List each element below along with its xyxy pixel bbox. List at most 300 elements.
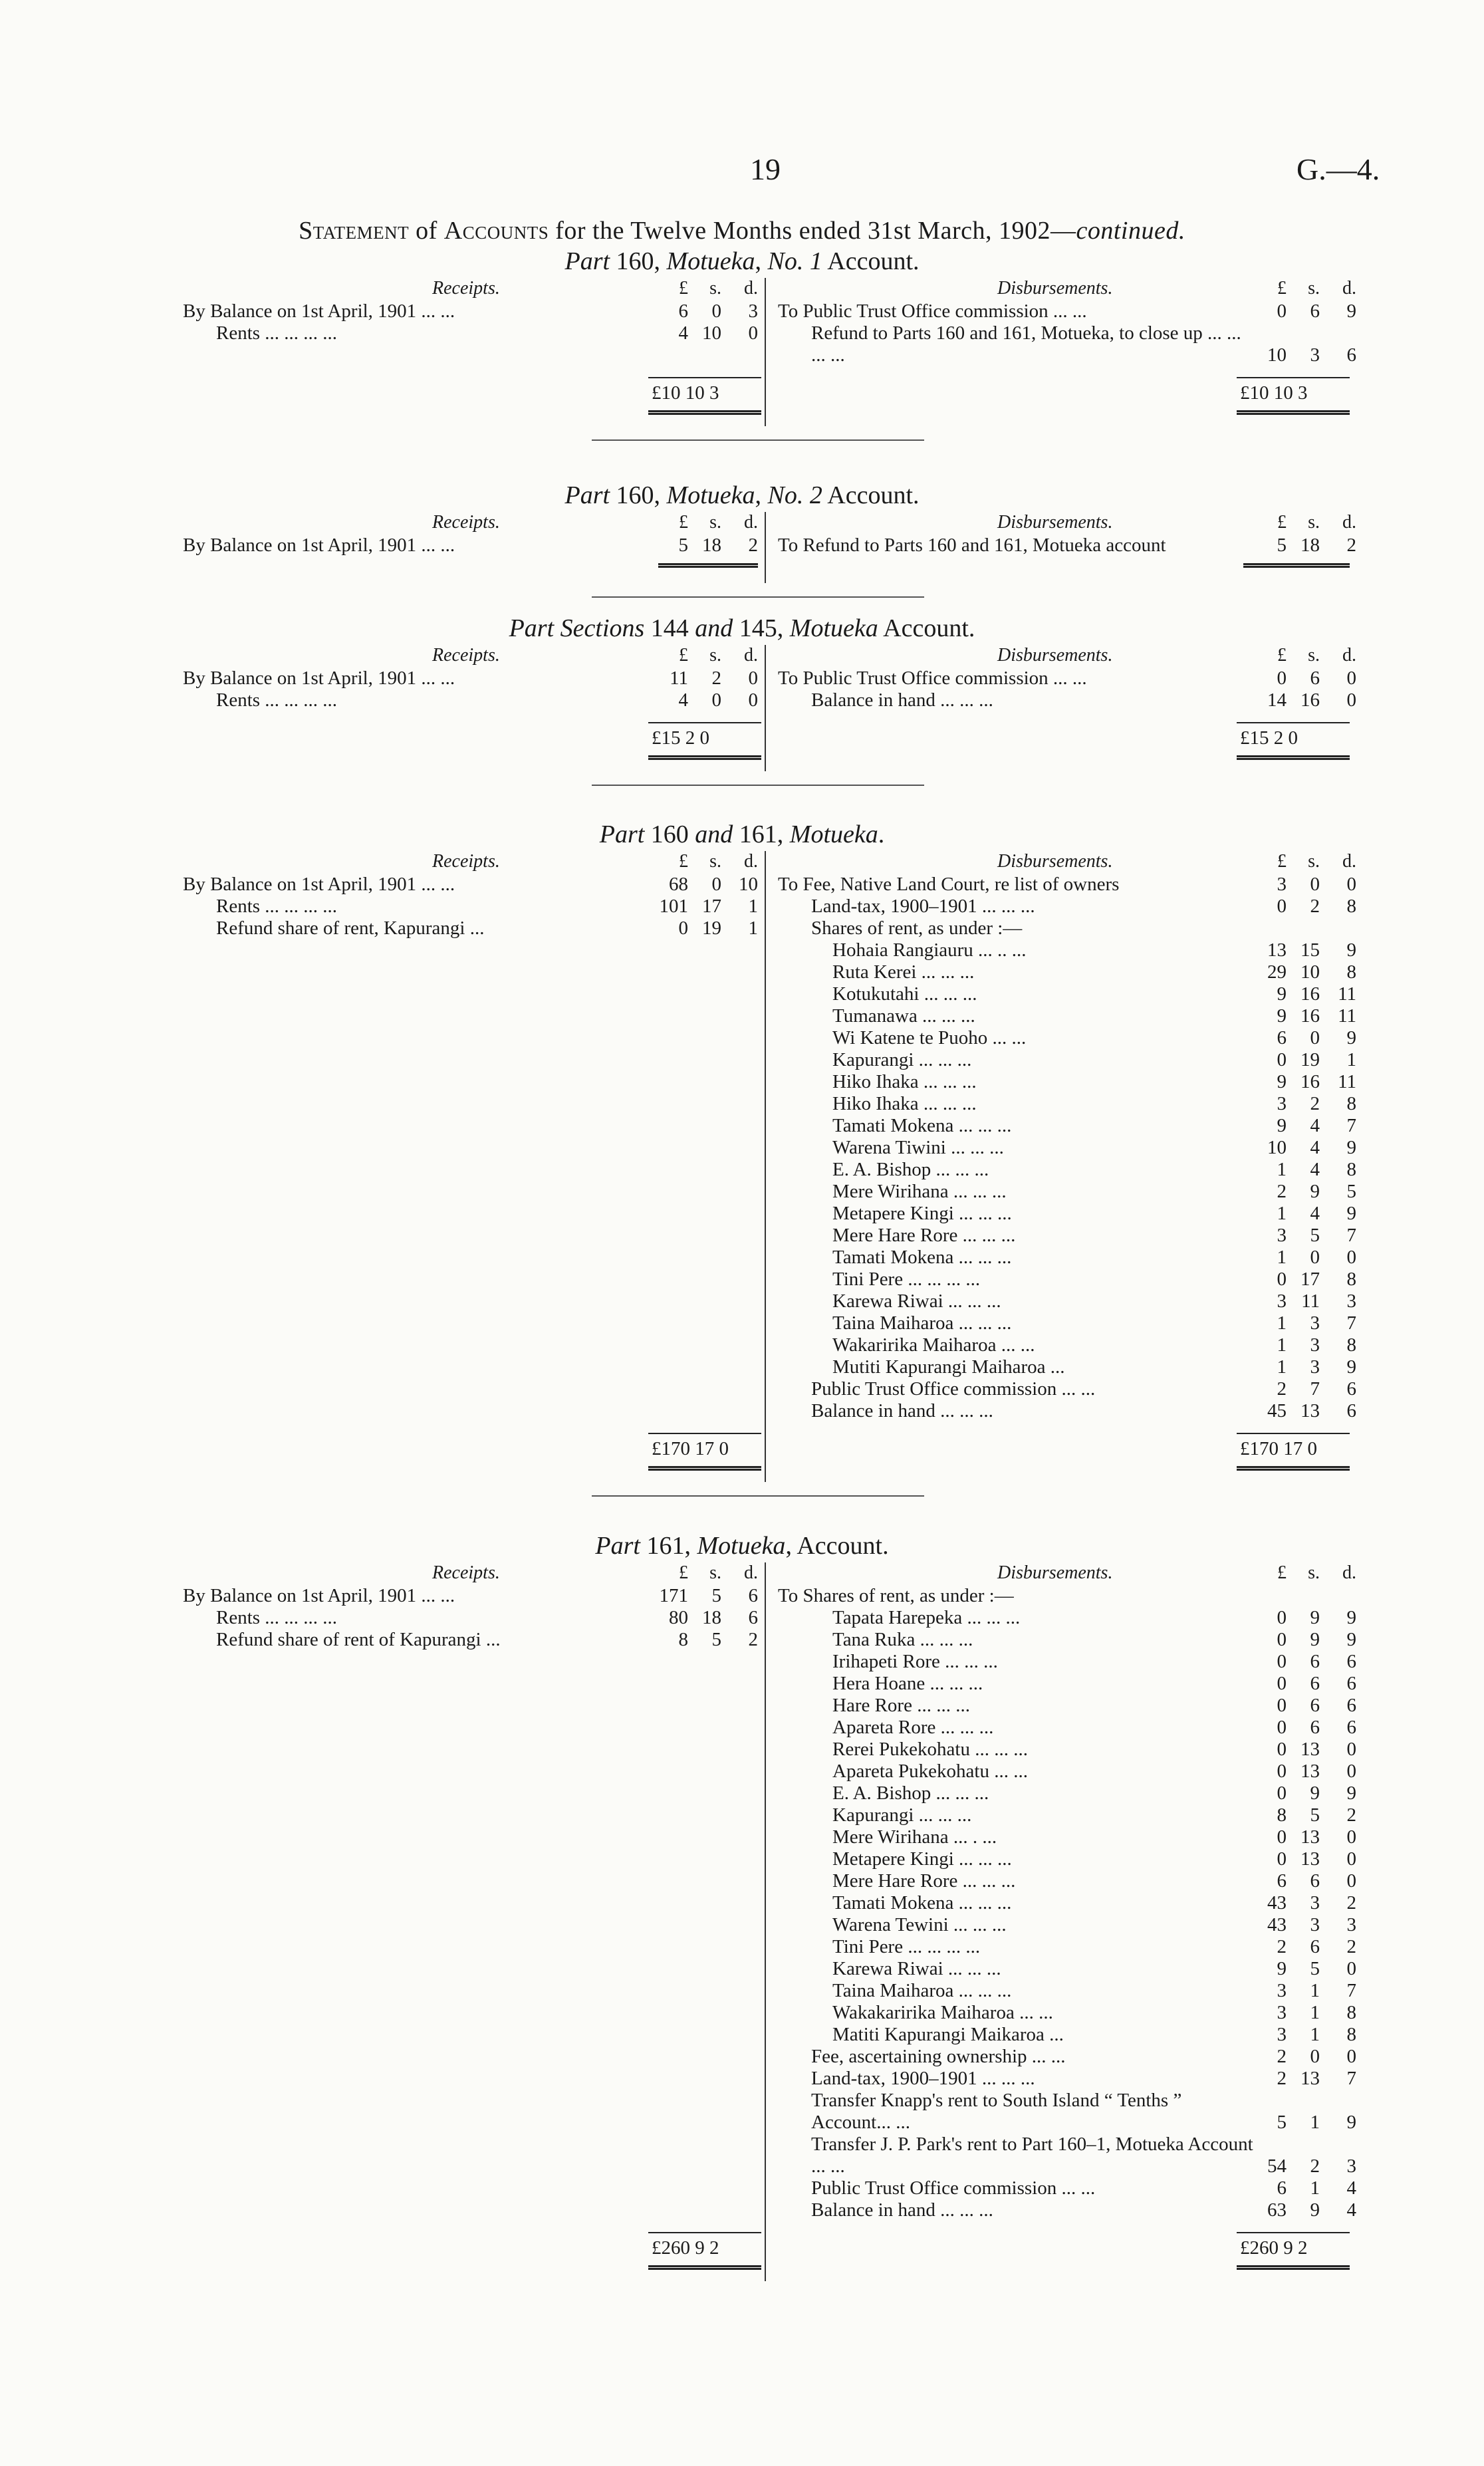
pounds-value: 0 <box>1277 1739 1287 1760</box>
disbursement-description: Mere Hare Rore ... ... ... <box>832 1870 1016 1892</box>
disbursement-description: Public Trust Office commission ... ... <box>811 2177 1096 2199</box>
receipts-total-rule <box>648 722 761 723</box>
shillings-value: 4 <box>1310 1159 1320 1180</box>
receipts-total-double-rule <box>648 2265 761 2270</box>
pounds-value: 3 <box>1277 1980 1287 2001</box>
disbursement-description: Apareta Rore ... ... ... <box>832 1717 994 1738</box>
disbursement-description: Wakakaririka Maiharoa ... ... <box>832 2002 1053 2023</box>
disbursements-total-double-rule <box>1237 410 1350 415</box>
disbursement-description: Transfer Knapp's rent to South Island “ Tenths ” Account... ... <box>811 2090 1182 2133</box>
shillings-value: 6 <box>1310 301 1320 322</box>
shillings-value: 1 <box>1310 2112 1320 2133</box>
pounds-value: 0 <box>1277 1717 1287 1738</box>
shillings-value: 6 <box>1310 1651 1320 1672</box>
receipt-description: Refund share of rent of Kapurangi ... <box>216 1629 501 1650</box>
shillings-value: 13 <box>1300 1848 1320 1870</box>
pounds-value: 13 <box>1267 939 1287 961</box>
pence-value: 3 <box>1346 1914 1356 1935</box>
disbursement-row <box>0 1334 1484 1356</box>
pounds-value: 0 <box>1277 1761 1287 1782</box>
pounds-value: 45 <box>1267 1400 1287 1421</box>
receipts-column <box>0 874 765 939</box>
disbursement-description: Tamati Mokena ... ... ... <box>832 1115 1012 1136</box>
amount <box>1223 1312 1356 1334</box>
disbursement-row <box>0 1783 1484 1804</box>
receipt-row <box>0 1607 765 1629</box>
pence-value: 2 <box>1346 1804 1356 1826</box>
section-title: Part 160, Motueka, No. 1 Account. <box>564 247 920 275</box>
pence-value: 9 <box>1346 1203 1356 1224</box>
pounds-value: 0 <box>1277 1629 1287 1650</box>
amount <box>1223 1607 1356 1629</box>
pence-value: 8 <box>1346 1159 1356 1180</box>
amount <box>1223 1027 1356 1049</box>
pence-value: 0 <box>748 322 758 344</box>
pence-heading: d. <box>744 278 758 299</box>
disbursement-row <box>0 2177 1484 2199</box>
amount <box>625 896 758 918</box>
amount <box>1223 961 1356 983</box>
pence-value: 4 <box>1346 2199 1356 2221</box>
pound-heading: £ <box>679 645 688 666</box>
amount <box>1223 1181 1356 1203</box>
page-number: 19 <box>750 152 781 186</box>
amount <box>1223 1695 1356 1717</box>
pounds-value: 0 <box>1277 1695 1287 1716</box>
shilling-heading: s. <box>709 512 721 533</box>
pounds-value: 0 <box>678 918 688 939</box>
account-columns <box>0 278 1484 404</box>
amount <box>1223 1269 1356 1291</box>
disbursement-description: Kapurangi ... ... ... <box>832 1804 972 1826</box>
disbursement-description: Balance in hand ... ... ... <box>811 689 993 711</box>
amount <box>1223 2002 1356 2024</box>
shillings-value: 6 <box>1310 1936 1320 1957</box>
receipts-heading: Receipts. <box>432 512 500 533</box>
disbursement-row <box>0 2046 1484 2068</box>
disbursement-row <box>0 2002 1484 2024</box>
pounds-value: 101 <box>659 896 688 917</box>
pence-heading: d. <box>744 1562 758 1583</box>
pounds-value: 9 <box>1277 1115 1287 1136</box>
disbursement-row <box>0 1761 1484 1783</box>
disbursement-description: Kotukutahi ... ... ... <box>832 983 977 1005</box>
disbursement-description: Fee, ascertaining ownership ... ... <box>811 2046 1066 2067</box>
column-headings <box>0 1562 1484 1585</box>
disbursement-row <box>0 1914 1484 1936</box>
column-divider <box>765 278 766 426</box>
column-headings <box>0 278 1484 301</box>
disbursement-row <box>0 1936 1484 1958</box>
pence-value: 8 <box>1346 2024 1356 2045</box>
account-rows <box>0 668 1484 725</box>
shillings-value: 1 <box>1310 2024 1320 2045</box>
pound-heading: £ <box>679 512 688 533</box>
shillings-value: 2 <box>1310 2156 1320 2177</box>
disbursement-description: Irihapeti Rore ... ... ... <box>832 1651 998 1672</box>
receipt-description: Refund share of rent, Kapurangi ... <box>216 918 485 939</box>
shillings-value: 0 <box>1310 874 1320 895</box>
disbursement-row <box>0 1137 1484 1159</box>
amount <box>1223 689 1356 711</box>
shillings-value: 4 <box>1310 1203 1320 1224</box>
shillings-value: 3 <box>1310 1892 1320 1913</box>
pounds-value: 63 <box>1267 2199 1287 2221</box>
pounds-value: 8 <box>678 1629 688 1650</box>
account-columns <box>0 851 1484 1459</box>
amount <box>1223 1870 1356 1892</box>
receipts-total-double-rule <box>648 755 761 760</box>
pence-value: 9 <box>1346 301 1356 322</box>
disbursement-description: Mere Wirihana ... ... ... <box>832 1181 1007 1202</box>
disbursement-description: Ruta Kerei ... ... ... <box>832 961 975 983</box>
disbursements-column <box>0 874 1484 1422</box>
disbursement-description: Hiko Ihaka ... ... ... <box>832 1093 977 1114</box>
pounds-value: 3 <box>1277 1093 1287 1114</box>
shillings-value: 16 <box>1300 1005 1320 1027</box>
amount <box>1223 1400 1356 1422</box>
pounds-value: 43 <box>1267 1914 1287 1935</box>
shilling-heading: s. <box>709 278 721 299</box>
shillings-value: 9 <box>1310 1607 1320 1628</box>
pence-heading: d. <box>744 645 758 666</box>
receipts-total-rule <box>648 377 761 378</box>
pounds-value: 1 <box>1277 1203 1287 1224</box>
pence-value: 6 <box>748 1607 758 1628</box>
account-section <box>0 245 1484 404</box>
pounds-value: 0 <box>1277 1673 1287 1694</box>
amount <box>1223 1005 1356 1027</box>
disbursement-description: Tini Pere ... ... ... ... <box>832 1269 981 1290</box>
pounds-value: 2 <box>1277 2068 1287 2089</box>
shillings-value: 2 <box>1310 1093 1320 1114</box>
amount <box>625 918 758 939</box>
amount <box>1223 1137 1356 1159</box>
disbursement-row <box>0 1980 1484 2002</box>
shillings-value: 1 <box>1310 2177 1320 2199</box>
shillings-value: 10 <box>1300 961 1320 983</box>
pounds-value: 9 <box>1277 983 1287 1005</box>
pound-heading: £ <box>679 851 688 872</box>
shillings-value: 13 <box>1300 1826 1320 1848</box>
column-divider <box>765 1562 766 2281</box>
disbursement-description: E. A. Bishop ... ... ... <box>832 1159 989 1180</box>
shilling-heading: s. <box>1308 645 1320 666</box>
disbursement-description: Rerei Pukekohatu ... ... ... <box>832 1739 1028 1760</box>
shillings-value: 6 <box>1310 1673 1320 1694</box>
pence-value: 2 <box>1346 1936 1356 1957</box>
section-separator <box>592 785 924 786</box>
pence-value: 2 <box>1346 1892 1356 1913</box>
disbursement-row <box>0 1826 1484 1848</box>
pence-value: 6 <box>1346 1651 1356 1672</box>
disbursement-description: Balance in hand ... ... ... <box>811 1400 993 1421</box>
account-rows <box>0 1585 1484 2235</box>
pence-value: 9 <box>1346 1783 1356 1804</box>
disbursement-row <box>0 1203 1484 1225</box>
shillings-value: 3 <box>1310 1356 1320 1378</box>
disbursement-description: Warena Tewini ... ... ... <box>832 1914 1007 1935</box>
disbursement-row <box>0 2024 1484 2046</box>
disbursement-row <box>0 1892 1484 1914</box>
pence-value: 6 <box>1346 344 1356 366</box>
disbursements-heading: Disbursements. <box>997 512 1113 533</box>
receipt-row <box>0 301 765 322</box>
pence-value: 1 <box>748 918 758 939</box>
pence-value: 0 <box>1346 1739 1356 1760</box>
pence-value: 9 <box>1346 1356 1356 1378</box>
pence-value: 10 <box>739 874 758 895</box>
shillings-value: 9 <box>1310 2199 1320 2221</box>
shilling-heading: s. <box>709 645 721 666</box>
shillings-value: 13 <box>1300 2068 1320 2089</box>
shillings-value: 3 <box>1310 1312 1320 1334</box>
pence-value: 0 <box>1346 1247 1356 1268</box>
shillings-value: 7 <box>1310 1378 1320 1400</box>
disbursements-total: £260 9 2 <box>1240 2237 1308 2259</box>
pounds-value: 0 <box>1277 668 1287 689</box>
shillings-value: 6 <box>1310 1717 1320 1738</box>
disbursement-row <box>0 1673 1484 1695</box>
shillings-value: 10 <box>702 322 721 344</box>
shillings-value: 0 <box>1310 1247 1320 1268</box>
disbursement-row <box>0 1181 1484 1203</box>
pence-value: 8 <box>1346 1334 1356 1356</box>
disbursement-description: To Refund to Parts 160 and 161, Motueka account <box>778 535 1166 556</box>
disbursement-row <box>0 1269 1484 1291</box>
pence-value: 0 <box>1346 689 1356 711</box>
title-lead: Statement <box>299 217 410 245</box>
pence-value: 0 <box>1346 2046 1356 2067</box>
pence-value: 9 <box>1346 939 1356 961</box>
disbursements-currency-headings <box>1223 851 1356 872</box>
pounds-value: 3 <box>1277 1291 1287 1312</box>
pounds-value: 3 <box>1277 2024 1287 2045</box>
shillings-value: 4 <box>1310 1137 1320 1158</box>
shillings-value: 3 <box>1310 344 1320 366</box>
amount <box>1223 1892 1356 1914</box>
amount <box>1223 1093 1356 1115</box>
disbursement-description: Land-tax, 1900–1901 ... ... ... <box>811 896 1035 917</box>
pence-value: 1 <box>1346 1049 1356 1070</box>
pounds-value: 0 <box>1277 896 1287 917</box>
disbursement-description: Kapurangi ... ... ... <box>832 1049 972 1070</box>
account-rows <box>0 301 1484 380</box>
shillings-value: 4 <box>1310 1115 1320 1136</box>
pence-heading: d. <box>1342 1562 1356 1583</box>
pence-value: 5 <box>1346 1181 1356 1202</box>
pence-value: 0 <box>1346 1826 1356 1848</box>
receipts-heading: Receipts. <box>432 1562 500 1583</box>
pence-value: 0 <box>1346 1761 1356 1782</box>
receipt-row <box>0 896 765 918</box>
shillings-value: 16 <box>1300 689 1320 711</box>
shillings-value: 18 <box>702 535 721 556</box>
amount <box>1223 535 1356 556</box>
pence-value: 0 <box>1346 874 1356 895</box>
pounds-value: 80 <box>669 1607 688 1628</box>
receipts-column <box>0 1585 765 1651</box>
amount <box>1223 1914 1356 1936</box>
account-section <box>0 612 1484 749</box>
receipt-description: Rents ... ... ... ... <box>216 689 338 711</box>
disbursement-description: To Public Trust Office commission ... ... <box>778 301 1087 322</box>
disbursements-heading: Disbursements. <box>997 645 1113 666</box>
disbursements-total-double-rule <box>1237 1466 1350 1471</box>
pence-value: 6 <box>1346 1695 1356 1716</box>
pounds-value: 9 <box>1277 1071 1287 1092</box>
disbursement-row <box>0 2134 1484 2177</box>
shilling-heading: s. <box>709 1562 721 1583</box>
shillings-value: 6 <box>1310 1695 1320 1716</box>
pence-heading: d. <box>1342 851 1356 872</box>
section-separator <box>592 439 924 441</box>
shillings-value: 18 <box>702 1607 721 1628</box>
amount <box>1223 1717 1356 1739</box>
disbursement-row <box>0 1870 1484 1892</box>
disbursement-description: E. A. Bishop ... ... ... <box>832 1783 989 1804</box>
page-code: G.—4. <box>1297 152 1380 186</box>
shilling-heading: s. <box>1308 851 1320 872</box>
amount <box>625 535 758 556</box>
pence-value: 9 <box>1346 2112 1356 2133</box>
amount <box>1223 896 1356 918</box>
amount <box>1223 1651 1356 1673</box>
receipts-total: £15 2 0 <box>652 727 709 749</box>
pounds-value: 6 <box>1277 2177 1287 2199</box>
disbursements-total: £15 2 0 <box>1240 727 1298 749</box>
receipts-column <box>0 668 765 711</box>
pence-value: 7 <box>1346 2068 1356 2089</box>
amount <box>1223 874 1356 896</box>
pounds-value: 5 <box>678 535 688 556</box>
receipts-currency-headings <box>625 645 758 666</box>
section-separator <box>592 1495 924 1497</box>
title-rest: for the Twelve Months ended 31st March, 1902— <box>555 217 1076 245</box>
disbursement-row <box>0 1804 1484 1826</box>
disbursement-row <box>0 1005 1484 1027</box>
shillings-value: 3 <box>1310 1914 1320 1935</box>
amount <box>1223 2156 1356 2177</box>
pence-value: 9 <box>1346 1607 1356 1628</box>
pence-value: 2 <box>1346 535 1356 556</box>
shillings-value: 19 <box>1300 1049 1320 1070</box>
receipt-description: Rents ... ... ... ... <box>216 322 338 344</box>
pence-value: 2 <box>748 1629 758 1650</box>
pence-value: 3 <box>748 301 758 322</box>
pounds-value: 11 <box>670 668 688 689</box>
amount <box>1223 1739 1356 1761</box>
amount <box>1223 1159 1356 1181</box>
receipt-row <box>0 535 765 556</box>
amount <box>1223 344 1356 366</box>
statement-title <box>0 216 1484 245</box>
amount <box>625 1607 758 1629</box>
disbursement-row <box>0 1225 1484 1247</box>
disbursements-total-rule <box>1237 377 1350 378</box>
pounds-value: 10 <box>1267 1137 1287 1158</box>
amount <box>1223 1356 1356 1378</box>
shilling-heading: s. <box>709 851 721 872</box>
pound-heading: £ <box>1277 851 1287 872</box>
pounds-value: 2 <box>1277 1378 1287 1400</box>
account-columns <box>0 1562 1484 2259</box>
shillings-value: 18 <box>1300 535 1320 556</box>
shillings-value: 0 <box>711 689 721 711</box>
pence-value: 3 <box>1346 1291 1356 1312</box>
amount <box>625 689 758 711</box>
pounds-value: 1 <box>1277 1334 1287 1356</box>
receipts-total: £10 10 3 <box>652 382 719 404</box>
shilling-heading: s. <box>1308 1562 1320 1583</box>
receipt-description: By Balance on 1st April, 1901 ... ... <box>183 668 455 689</box>
pence-value: 8 <box>1346 1269 1356 1290</box>
receipts-currency-headings <box>625 512 758 533</box>
pence-value: 1 <box>748 896 758 917</box>
pence-value: 7 <box>1346 1980 1356 2001</box>
pounds-value: 3 <box>1277 1225 1287 1246</box>
shillings-value: 5 <box>711 1585 721 1606</box>
pounds-value: 6 <box>1277 1027 1287 1048</box>
pounds-value: 5 <box>1277 2112 1287 2133</box>
receipt-description: Rents ... ... ... ... <box>216 1607 338 1628</box>
disbursement-row <box>0 1027 1484 1049</box>
receipt-description: By Balance on 1st April, 1901 ... ... <box>183 535 455 556</box>
pounds-value: 0 <box>1277 1783 1287 1804</box>
receipt-description: By Balance on 1st April, 1901 ... ... <box>183 874 455 895</box>
disbursement-row <box>0 1291 1484 1312</box>
disbursements-currency-headings <box>1223 278 1356 299</box>
disbursement-row <box>0 1071 1484 1093</box>
section-title: Part 160 and 161, Motueka. <box>599 820 885 848</box>
pence-value: 0 <box>1346 1870 1356 1892</box>
pounds-value: 1 <box>1277 1312 1287 1334</box>
disbursements-double-rule <box>1243 563 1350 568</box>
pence-heading: d. <box>1342 512 1356 533</box>
disbursement-row <box>0 961 1484 983</box>
shillings-value: 9 <box>1310 1629 1320 1650</box>
pounds-value: 5 <box>1277 535 1287 556</box>
disbursement-description: Metapere Kingi ... ... ... <box>832 1203 1012 1224</box>
pounds-value: 2 <box>1277 2046 1287 2067</box>
column-headings <box>0 645 1484 668</box>
shillings-value: 0 <box>711 301 721 322</box>
pence-value: 0 <box>1346 668 1356 689</box>
disbursement-description: Mere Hare Rore ... ... ... <box>832 1225 1016 1246</box>
pounds-value: 54 <box>1267 2156 1287 2177</box>
amount <box>1223 1334 1356 1356</box>
shillings-value: 5 <box>1310 1804 1320 1826</box>
disbursement-description: Hohaia Rangiauru ... .. ... <box>832 939 1027 961</box>
disbursement-description: Hera Hoane ... ... ... <box>832 1673 983 1694</box>
amount <box>1223 1673 1356 1695</box>
disbursements-total: £170 17 0 <box>1240 1438 1317 1459</box>
disbursement-description: Taina Maiharoa ... ... ... <box>832 1312 1012 1334</box>
amount <box>625 301 758 322</box>
pence-value: 6 <box>1346 1673 1356 1694</box>
disbursement-description: Warena Tiwini ... ... ... <box>832 1137 1004 1158</box>
disbursement-description: Tamati Mokena ... ... ... <box>832 1892 1012 1913</box>
amount <box>1223 2112 1356 2134</box>
shillings-value: 17 <box>702 896 721 917</box>
amount <box>1223 2046 1356 2068</box>
amount <box>1223 1378 1356 1400</box>
account-columns <box>0 645 1484 749</box>
shillings-value: 0 <box>1310 1027 1320 1048</box>
amount <box>1223 939 1356 961</box>
pounds-value: 2 <box>1277 1936 1287 1957</box>
pence-value: 0 <box>748 689 758 711</box>
